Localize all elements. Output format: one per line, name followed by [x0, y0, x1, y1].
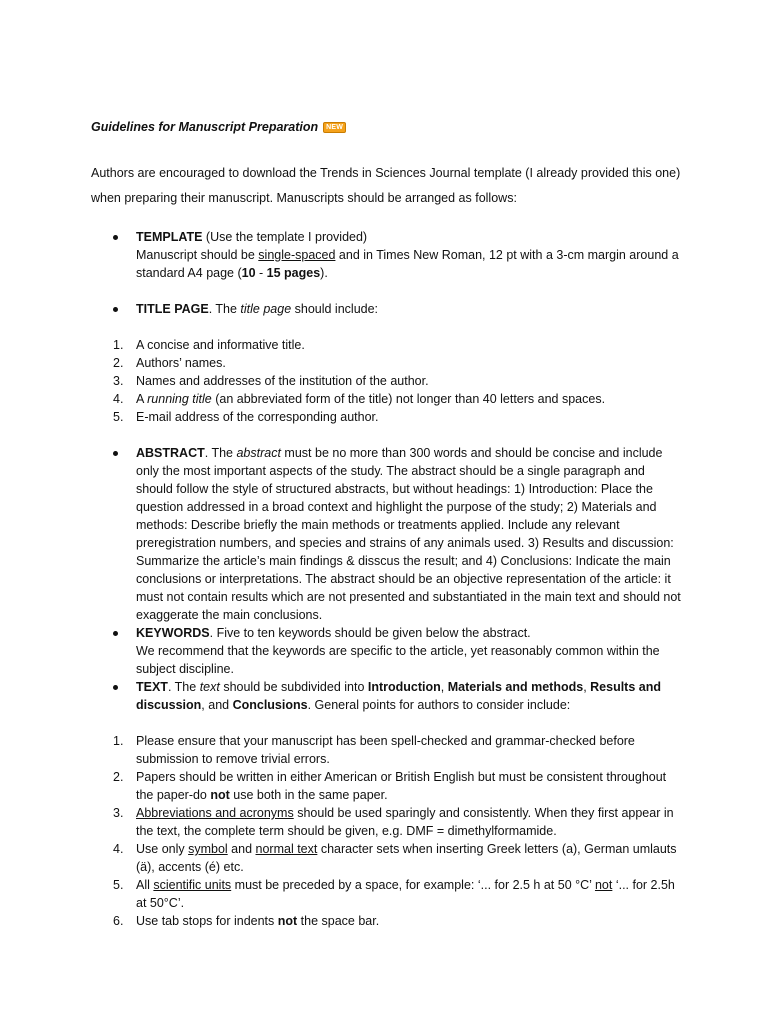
intro-paragraph: Authors are encouraged to download the Trends in Sciences Journal template (I already provided this one) when preparing their manuscript. Manuscripts should be arranged as follows: — [91, 166, 681, 205]
keywords-text-2: We recommend that the keywords are specific to the article, yet reasonably common within the subject discipline. — [136, 644, 660, 676]
text-points — [91, 732, 683, 930]
list-item — [91, 768, 683, 804]
abstract-italic: abstract — [236, 446, 281, 460]
title-line — [91, 118, 683, 136]
template-text: Manuscript should be — [136, 248, 259, 262]
sep: , — [440, 680, 448, 694]
list-number: 1. — [113, 734, 124, 748]
normal-text-underlined: normal text — [255, 842, 318, 856]
title-page-list — [91, 300, 683, 318]
document-body — [91, 118, 683, 930]
list-text-3: character sets when inserting Greek letters (a), German umlauts (ä), accents (é) etc. — [136, 842, 677, 874]
abstract-heading: ABSTRACT — [136, 446, 205, 460]
title-page-item — [91, 300, 683, 318]
title-page-italic: title page — [240, 302, 292, 316]
pages-end: ). — [320, 266, 328, 280]
list-item — [91, 390, 683, 408]
list-item — [91, 876, 683, 912]
bullet-icon — [113, 235, 118, 240]
title-page-items — [91, 336, 683, 426]
list-number: 1. — [113, 338, 124, 352]
list-number: 5. — [113, 878, 124, 892]
list-text-2: (an abbreviated form of the title) not longer than 40 letters and spaces. — [211, 392, 606, 406]
list-item — [91, 336, 683, 354]
text-italic: text — [199, 680, 220, 694]
list-text-2: and — [227, 842, 256, 856]
list-item — [91, 732, 683, 768]
keywords-heading: KEYWORDS — [136, 626, 210, 640]
list-text-2: must be preceded by a space, for example: ‘... for 2.5 h at 50 °C’ — [231, 878, 595, 892]
bullet-icon — [113, 307, 118, 312]
introduction-bold: Introduction — [367, 680, 441, 694]
not-bold: not — [277, 914, 298, 928]
template-item — [91, 228, 683, 282]
abstract-text: . The — [204, 446, 237, 460]
list-item — [91, 912, 683, 930]
list-number: 4. — [113, 842, 124, 856]
list-number: 3. — [113, 806, 124, 820]
sep: , — [583, 680, 591, 694]
abstract-text-2: must be no more than 300 words and should be concise and include only the most important aspects of the study. The abstract should be a single paragraph and should follow the style of structured abstracts, but without headings: 1) Introduction: Place the question addressed in a broad context and highlight the purpose of the study; 2) Materials and methods: Describe briefly the main methods or treatments applied. Include any relevant preregistration numbers, and species and strains of any animals used. 3) Results and discussion: Summarize the article’s main findings & disscus the result; and 4) Conclusions: Indicate the main conclusions or interpretations. The abstract should be an objective representation of the article: it must not contain results which are not presented and substantiated in the main text and should not exaggerate the main conclusions. — [136, 446, 681, 622]
conclusions-bold: Conclusions — [232, 698, 308, 712]
list-number: 6. — [113, 914, 124, 928]
list-text-2: use both in the same paper. — [229, 788, 388, 802]
text-text-3: . General points for authors to consider include: — [307, 698, 571, 712]
text-text-2: should be subdivided into — [219, 680, 368, 694]
list-text: Authors’ names. — [136, 356, 226, 370]
pages-max: 15 pages — [266, 266, 321, 280]
list-text: A concise and informative title. — [136, 338, 305, 352]
list-item — [91, 840, 683, 876]
template-text-2: and in Times New Roman, 12 pt with a 3-cm margin around a standard A4 page ( — [136, 248, 679, 280]
running-title-italic: running title — [147, 392, 212, 406]
results-bold: Results and discussion — [136, 680, 661, 712]
page-title: Guidelines for Manuscript Preparation — [91, 120, 319, 134]
text-text: . The — [167, 680, 200, 694]
list-item — [91, 408, 683, 426]
bullet-icon — [113, 631, 118, 636]
list-text: Please ensure that your manuscript has been spell-checked and grammar-checked before submission to remove trivial errors. — [136, 734, 635, 766]
sep: , and — [201, 698, 233, 712]
list-text: A — [136, 392, 148, 406]
list-text: Use tab stops for indents — [136, 914, 278, 928]
title-page-heading: TITLE PAGE — [136, 302, 209, 316]
symbol-underlined: symbol — [188, 842, 228, 856]
methods-bold: Materials and methods — [447, 680, 584, 694]
text-item — [91, 678, 683, 714]
template-heading: TEMPLATE — [136, 230, 203, 244]
list-item — [91, 354, 683, 372]
list-number: 4. — [113, 392, 124, 406]
list-number: 2. — [113, 770, 124, 784]
abstract-item — [91, 444, 683, 624]
list-number: 3. — [113, 374, 124, 388]
list-text-2: the space bar. — [297, 914, 380, 928]
keywords-item — [91, 624, 683, 678]
template-heading-rest: (Use the template I provided) — [202, 230, 368, 244]
list-text: should be used sparingly and consistently. When they first appear in the text, the complete term should be given, e.g. DMF = dimethylformamide. — [136, 806, 674, 838]
list-text-3: ‘... for 2.5h at 50°C’. — [136, 878, 675, 910]
keywords-text: . Five to ten keywords should be given below the abstract. — [209, 626, 531, 640]
pages-min: 10 — [241, 266, 256, 280]
list-number: 2. — [113, 356, 124, 370]
list-number: 5. — [113, 410, 124, 424]
list-text: Names and addresses of the institution of the author. — [136, 374, 429, 388]
list-item — [91, 804, 683, 840]
not-underlined: not — [594, 878, 613, 892]
list-text: All — [136, 878, 154, 892]
bullet-icon — [113, 685, 118, 690]
units-underlined: scientific units — [153, 878, 232, 892]
list-text: Papers should be written in either American or British English but must be consistent throughout the paper-do — [136, 770, 667, 802]
bullet-icon — [113, 451, 118, 456]
list-text: E-mail address of the corresponding author. — [136, 410, 379, 424]
title-page-text: . The — [208, 302, 241, 316]
template-list — [91, 228, 683, 282]
text-heading: TEXT — [136, 680, 168, 694]
not-bold: not — [210, 788, 230, 802]
pages-dash: - — [255, 266, 267, 280]
list-item — [91, 372, 683, 390]
list-text: Use only — [136, 842, 189, 856]
title-page-text-2: should include: — [291, 302, 379, 316]
sections-list — [91, 444, 683, 714]
new-badge-icon: NEW — [323, 122, 346, 133]
single-spaced-text: single-spaced — [258, 248, 336, 262]
abbrev-underlined: Abbreviations and acronyms — [136, 806, 294, 820]
